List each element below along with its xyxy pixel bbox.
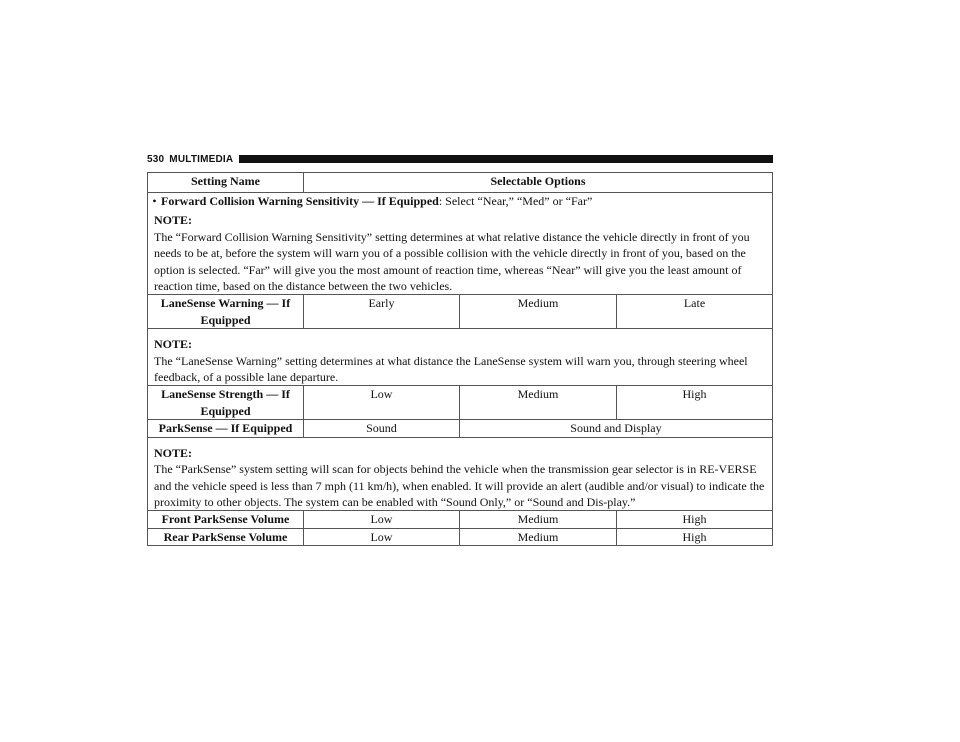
lanesense-warning-row: [148, 295, 773, 329]
parksense-note-text: The “ParkSense” system setting will scan for objects behind the vehicle when the transmission gear selector is in RE-VERSE and the vehicle speed is less than 7 mph (11 km/h), when enabled. It will provide an alert (audible and/or visual) to indicate the proximity to other objects. The system can be enabled with “Sound Only,” or “Sound and Dis-play.”: [154, 462, 765, 509]
lanesense-note-label: NOTE:: [154, 337, 193, 352]
lanesense-strength-row: [148, 386, 773, 420]
parksense-name: ParkSense — If Equipped: [148, 420, 304, 437]
parksense-note-cell: [148, 437, 773, 511]
parksense-option-sound-and-display: Sound and Display: [459, 420, 772, 437]
fcw-note-label: NOTE:: [154, 213, 193, 228]
bullet-icon: •: [152, 194, 157, 208]
rear-volume-row: [148, 528, 773, 545]
parksense-note-row: [148, 437, 773, 511]
fcw-options: : Select “Near,” “Med” or “Far”: [438, 194, 593, 208]
lanesense-warning-option-medium: Medium: [459, 295, 616, 329]
settings-table: [147, 172, 773, 546]
fcw-cell: [148, 193, 773, 295]
column-header-options: Selectable Options: [303, 173, 772, 193]
lanesense-note-row: [148, 329, 773, 386]
fcw-row: [148, 193, 773, 295]
page-header: [147, 153, 773, 165]
section-title: MULTIMEDIA: [169, 153, 234, 165]
parksense-row: [148, 420, 773, 437]
header-rule: [239, 155, 773, 163]
fcw-setting-name: Forward Collision Warning Sensitivity — If Equipped: [161, 194, 439, 208]
page-number: 530: [147, 153, 165, 165]
fcw-line: [154, 193, 766, 209]
front-volume-option-low: Low: [303, 511, 459, 528]
lanesense-strength-name: LaneSense Strength — If Equipped: [148, 386, 304, 420]
fcw-note-text: The “Forward Collision Warning Sensitivity” setting determines at what relative distance the vehicle directly in front of you needs to be at, before the system will warn you of a possible collision with the vehicle directly in front of you, based on the option is selected. “Far” will give you the most amount of reaction time, whereas “Near” will give you the least amount of reaction time, based on the distance between the two vehicles.: [154, 229, 750, 294]
lanesense-strength-option-low: Low: [303, 386, 459, 420]
front-volume-option-high: High: [617, 511, 773, 528]
table-header-row: [148, 173, 773, 193]
fcw-text: [161, 193, 592, 209]
front-volume-row: [148, 511, 773, 528]
parksense-note-label: NOTE:: [154, 445, 193, 460]
front-volume-option-medium: Medium: [459, 511, 616, 528]
front-volume-name: Front ParkSense Volume: [148, 511, 304, 528]
lanesense-warning-name: LaneSense Warning — If Equipped: [148, 295, 304, 329]
rear-volume-option-high: High: [617, 528, 773, 545]
lanesense-note-cell: [148, 329, 773, 386]
parksense-option-sound: Sound: [303, 420, 459, 437]
lanesense-strength-option-high: High: [617, 386, 773, 420]
lanesense-warning-option-late: Late: [617, 295, 773, 329]
rear-volume-name: Rear ParkSense Volume: [148, 528, 304, 545]
column-header-setting: Setting Name: [148, 173, 304, 193]
rear-volume-option-low: Low: [303, 528, 459, 545]
lanesense-strength-option-medium: Medium: [459, 386, 616, 420]
lanesense-note-text: The “LaneSense Warning” setting determines at what distance the LaneSense system will warn you, through steering wheel feedback, of a possible lane departure.: [154, 353, 748, 385]
lanesense-warning-option-early: Early: [303, 295, 459, 329]
rear-volume-option-medium: Medium: [459, 528, 616, 545]
